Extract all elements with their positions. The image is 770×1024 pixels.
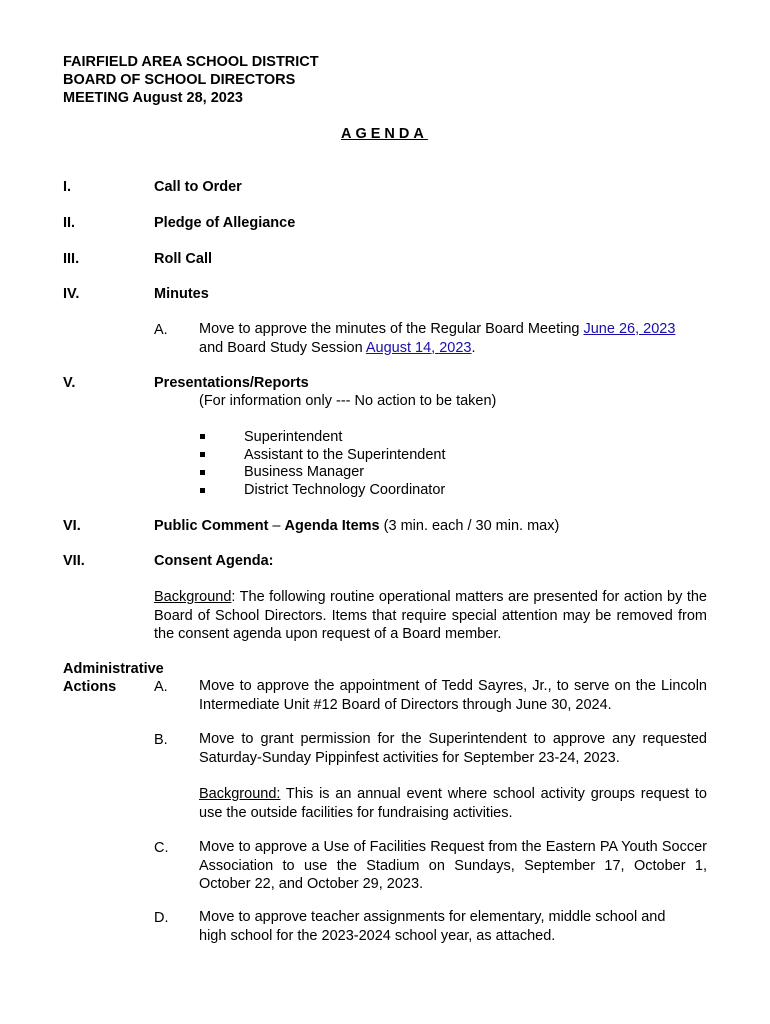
minutes-item-letter: A. bbox=[154, 322, 168, 338]
admin-item-letter: B. bbox=[154, 732, 168, 748]
section-number: V. bbox=[63, 375, 76, 391]
section-number: II. bbox=[63, 215, 76, 231]
minutes-link-august[interactable]: August 14, 2023 bbox=[365, 339, 472, 356]
section-title-consent-agenda: Consent Agenda: bbox=[154, 553, 274, 569]
admin-item-letter: A. bbox=[154, 679, 168, 695]
meeting-date: MEETING August 28, 2023 bbox=[63, 90, 243, 106]
report-item: Superintendent bbox=[244, 429, 343, 445]
section-title-call-to-order: Call to Order bbox=[154, 179, 242, 195]
report-item: District Technology Coordinator bbox=[244, 482, 446, 498]
agenda-title: AGENDA bbox=[341, 126, 428, 142]
admin-item-text: Move to approve teacher assignments for elementary, middle school and high school for the 2023-2024 school year, as attached. bbox=[199, 909, 666, 944]
report-item: Business Manager bbox=[244, 464, 365, 480]
bullet-icon bbox=[200, 470, 205, 475]
section-number: VII. bbox=[63, 553, 85, 569]
section-title-presentations: Presentations/Reports bbox=[154, 375, 309, 391]
section-number: I. bbox=[63, 179, 72, 195]
minutes-item-text: Move to approve the minutes of the Regular Board Meeting June 26, 2023 and Board Study Session August 14, 2023. bbox=[199, 321, 676, 356]
section-number: IV. bbox=[63, 286, 80, 302]
consent-background: Background: The following routine operational matters are presented for action by the Board of School Directors. Items that require special attention may be removed from the consent agenda upon request of a Board member. bbox=[154, 589, 707, 642]
bullet-icon bbox=[200, 488, 205, 493]
admin-item-text: Move to approve the appointment of Tedd Sayres, Jr., to serve on the Lincoln Intermediate Unit #12 Board of Directors through June 30, 2024. bbox=[199, 678, 707, 713]
report-item: Assistant to the Superintendent bbox=[244, 447, 446, 463]
admin-item-text: Move to grant permission for the Superintendent to approve any requested Saturday-Sunday Pippinfest activities for September 23-24, 2023. bbox=[199, 731, 707, 766]
admin-item-letter: C. bbox=[154, 840, 169, 856]
minutes-link-june[interactable]: June 26, 2023 bbox=[583, 321, 676, 337]
item-b-background: Background: This is an annual event where school activity groups request to use the outside facilities for fundraising activities. bbox=[199, 786, 707, 821]
admin-label-line1: Administrative bbox=[63, 661, 164, 677]
admin-label-line2: Actions bbox=[63, 679, 117, 695]
section-title-public-comment: Public Comment – Agenda Items (3 min. each / 30 min. max) bbox=[154, 518, 560, 534]
section-number: VI. bbox=[63, 518, 81, 534]
bullet-icon bbox=[200, 452, 205, 457]
section-number: III. bbox=[63, 251, 80, 267]
admin-item-text: Move to approve a Use of Facilities Request from the Eastern PA Youth Soccer Association to use the Stadium on Sundays, September 17, October 1, October 22, and October 29, 2023. bbox=[199, 839, 707, 892]
section-title-minutes: Minutes bbox=[154, 286, 209, 302]
admin-item-letter: D. bbox=[154, 910, 169, 926]
section-title-pledge: Pledge of Allegiance bbox=[154, 215, 296, 231]
section-title-roll-call: Roll Call bbox=[154, 251, 213, 267]
presentations-note: (For information only --- No action to be taken) bbox=[199, 393, 497, 409]
board-name: BOARD OF SCHOOL DIRECTORS bbox=[63, 72, 296, 88]
district-name: FAIRFIELD AREA SCHOOL DISTRICT bbox=[63, 54, 319, 70]
bullet-icon bbox=[200, 434, 205, 439]
